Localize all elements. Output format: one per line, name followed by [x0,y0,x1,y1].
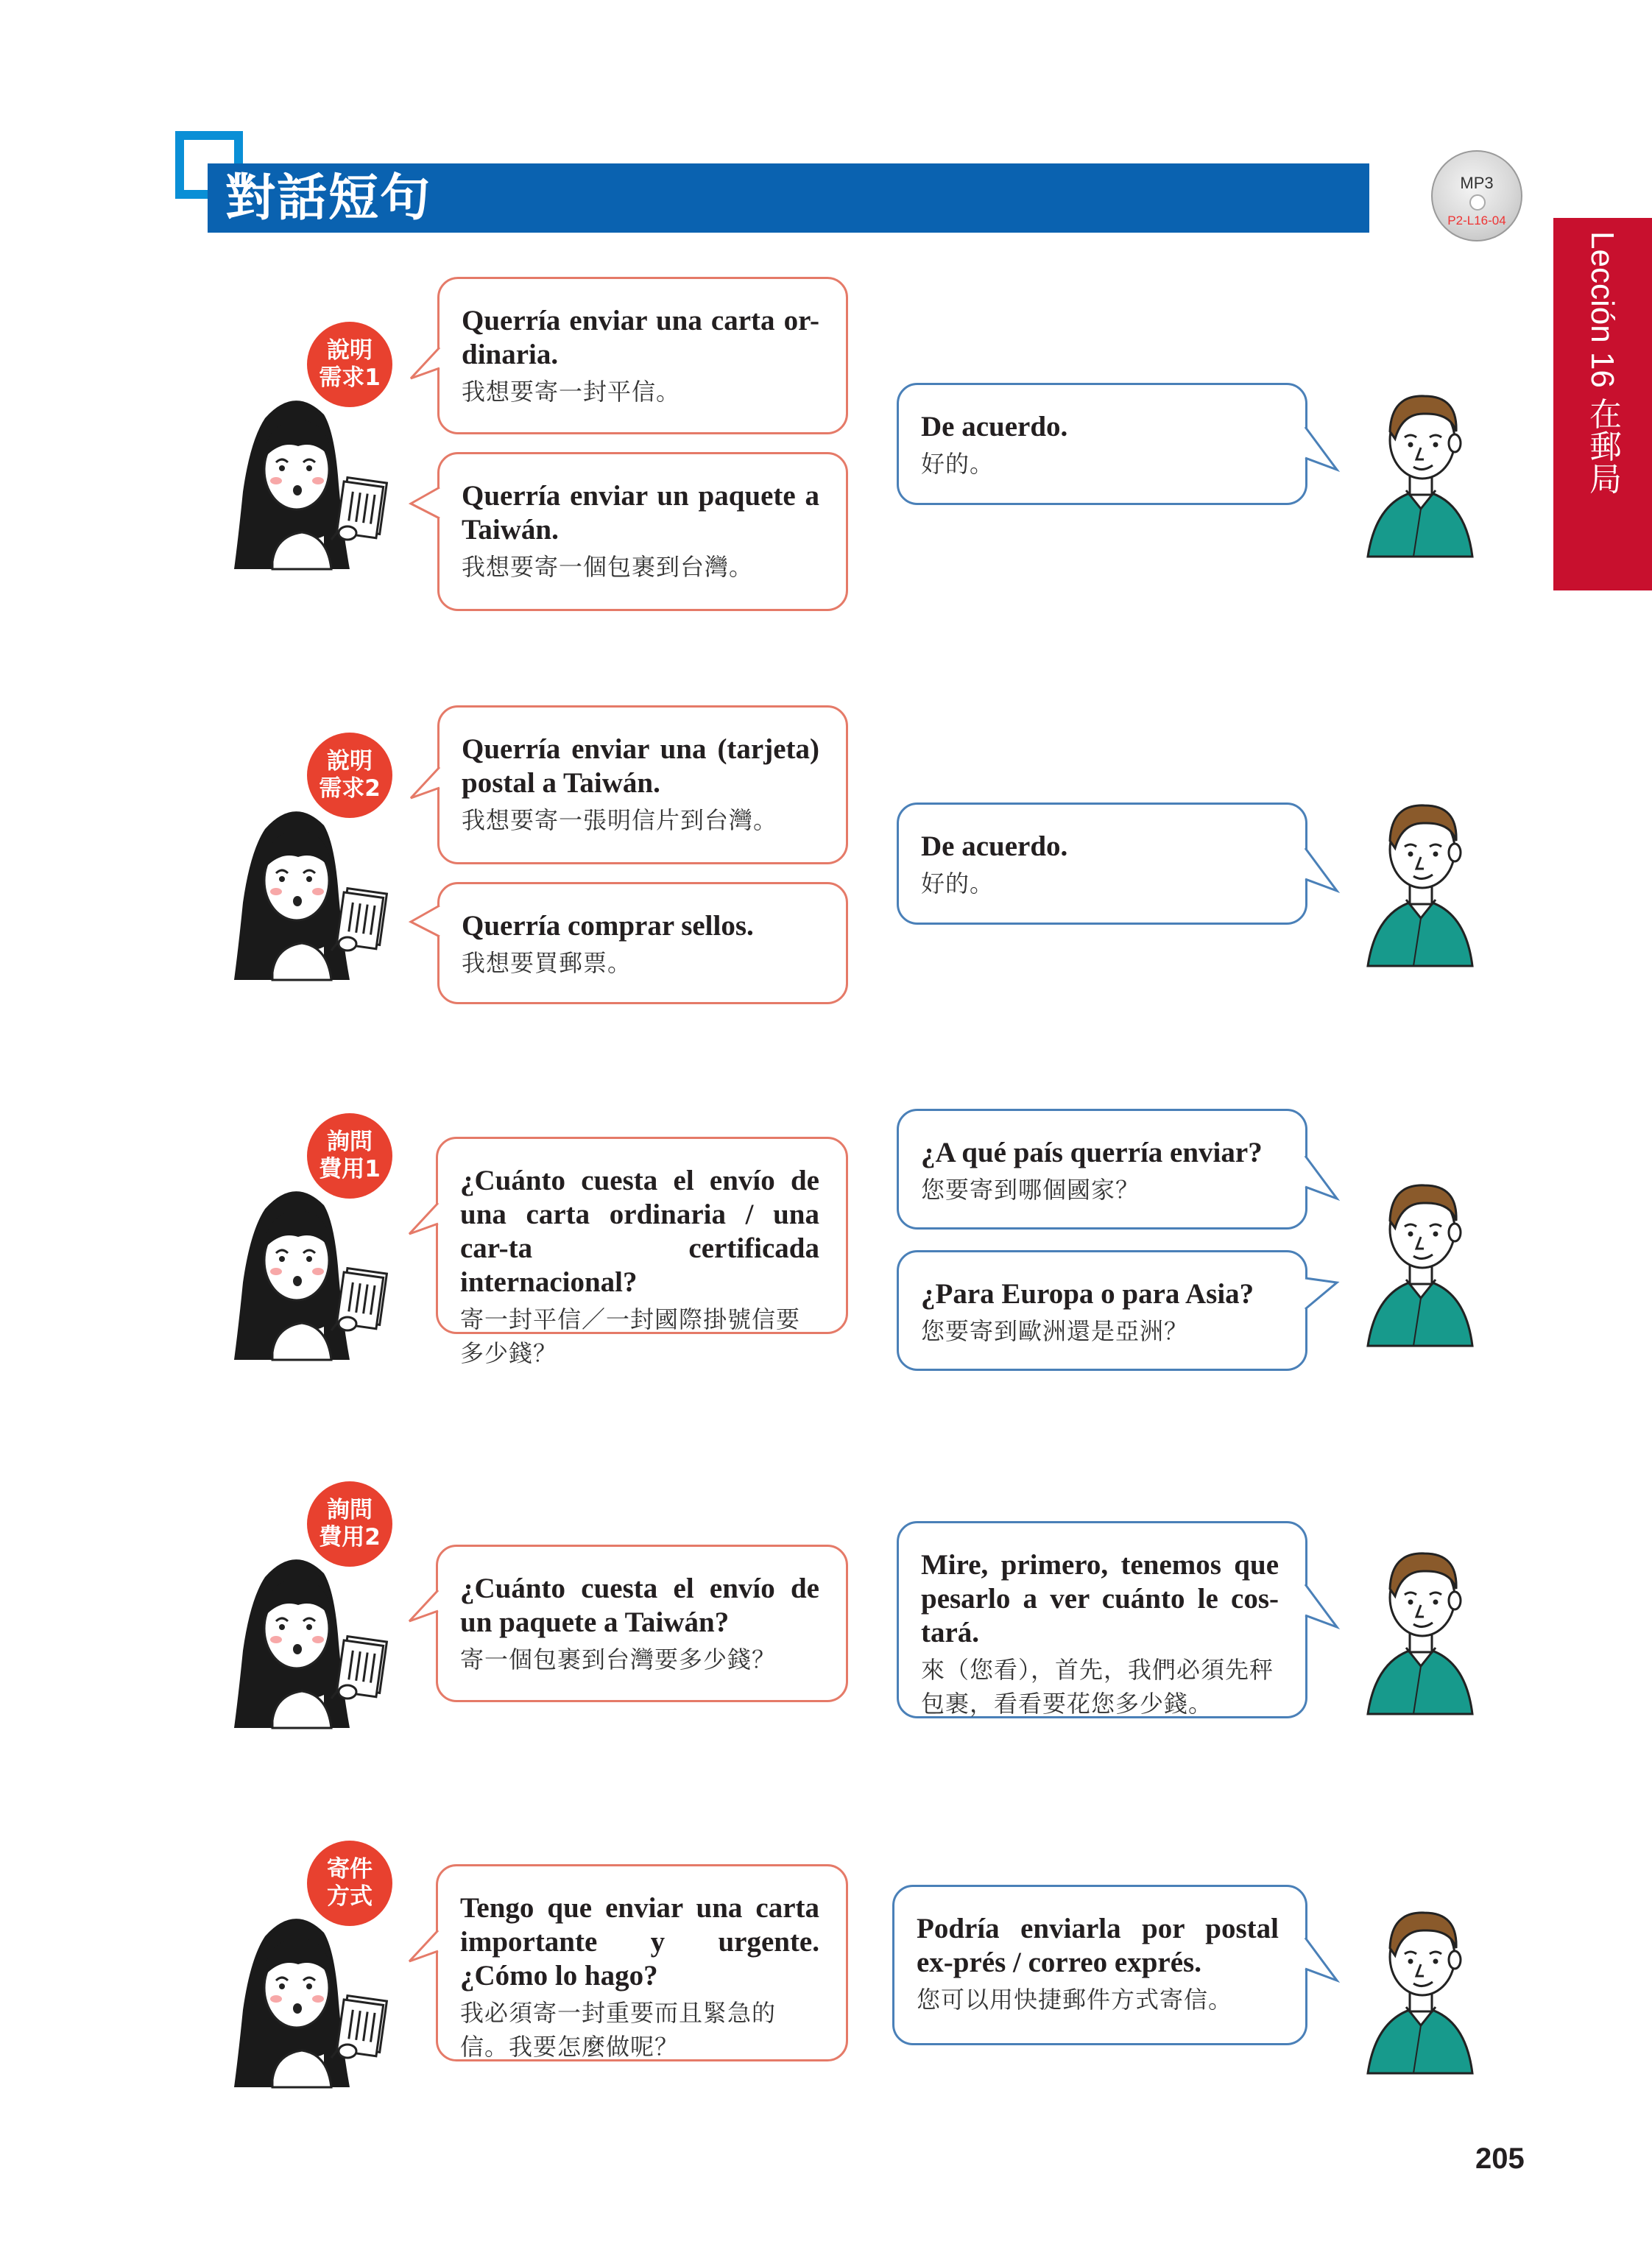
speech-bubble-clerk [897,383,1307,505]
bubble-tail [1303,1154,1340,1202]
man-figure-icon [1362,1537,1480,1724]
chinese-line: 寄一封平信／一封國際掛號信要多少錢？ [460,1305,801,1367]
chinese-line: 好的。 [921,870,995,897]
speech-bubble-clerk [892,1885,1307,2045]
bubble-tail [408,1929,440,1966]
bubble-tail [408,1202,440,1238]
badge-line-2: 需求1 [319,364,381,391]
chinese-line: 我想要寄一個包裹到台灣。 [462,553,754,581]
bubble-tail [409,904,442,941]
chinese-line: 您要寄到歐洲還是亞洲？ [921,1317,1189,1345]
bubble-tail [1303,1277,1340,1313]
bubble-tail [1303,426,1340,473]
chinese-line: 好的。 [921,450,995,478]
chinese-line: 您可以用快捷郵件方式寄信。 [917,1986,1233,2014]
man-figure-icon [1362,380,1480,567]
spanish-line: ¿A qué país querría enviar? [921,1137,1263,1168]
spanish-line: ¿Cuánto cuesta el envío de un paquete a Taiwán? [460,1573,819,1638]
spanish-line: Tengo que enviar una carta importante y urgente. ¿Cómo lo hago? [460,1892,819,1992]
woman-figure-icon [221,800,398,987]
speech-bubble-woman [436,1545,848,1702]
chinese-line: 我想要寄一張明信片到台灣。 [462,806,778,834]
woman-figure-icon [221,1548,398,1735]
speech-bubble-clerk [897,1109,1307,1230]
speech-bubble-woman [437,882,848,1004]
bubble-tail [409,346,442,383]
speech-bubble-woman [437,277,848,434]
speech-bubble-clerk [897,803,1307,925]
badge-line-1: 說明 [327,748,373,775]
chinese-line: 我想要寄一封平信。 [462,378,681,406]
chinese-line: 來（您看），首先，我們必須先秤包裹，看看要花您多少錢。 [921,1656,1274,1718]
woman-figure-icon [221,1179,398,1366]
spanish-line: De acuerdo. [921,830,1068,862]
disc-hole [1469,194,1486,211]
bubble-tail [409,766,442,803]
badge-line-1: 詢問 [327,1497,373,1523]
spanish-line: ¿Cuánto cuesta el envío de una carta ordinaria / una car-ta certificada internacional? [460,1165,819,1298]
mp3-label: MP3 [1460,174,1494,192]
man-figure-icon [1362,1169,1480,1356]
man-figure-icon [1362,789,1480,976]
bubble-tail [408,1589,440,1626]
badge-line-1: 寄件 [327,1856,373,1883]
lesson-side-tab [1553,218,1652,590]
chinese-line: 寄一個包裹到台灣要多少錢？ [460,1646,777,1673]
chinese-line: 我必須寄一封重要而且緊急的信。我要怎麼做呢？ [460,1999,777,2061]
spanish-line: Querría enviar una (tarjeta) postal a Taiwán. [462,733,819,799]
badge-line-2: 需求2 [319,775,381,802]
spanish-line: Podría enviarla por postal ex-prés / correo exprés. [917,1913,1279,1978]
spanish-line: Querría comprar sellos. [462,910,754,942]
speech-bubble-woman [437,452,848,611]
spanish-line: De acuerdo. [921,411,1068,442]
lesson-side-tab-label: Lección 16 在郵局 [1584,231,1620,495]
speech-bubble-woman [437,705,848,864]
bubble-tail [409,486,442,523]
badge-line-1: 詢問 [327,1129,373,1155]
chinese-line: 我想要買郵票。 [462,949,632,977]
badge-line-2: 方式 [327,1883,373,1910]
speech-bubble-woman [436,1137,848,1367]
bubble-tail [1303,1583,1340,1630]
speech-bubble-clerk [897,1250,1307,1371]
spanish-line: Querría enviar una carta or-dinaria. [462,305,819,370]
badge-line-2: 費用1 [319,1156,381,1182]
bubble-tail [1303,1936,1340,1983]
badge-line-1: 說明 [327,337,373,364]
man-figure-icon [1362,1897,1480,2084]
speech-bubble-clerk [897,1521,1307,1718]
woman-figure-icon [221,1907,398,2094]
spanish-line: ¿Para Europa o para Asia? [921,1278,1254,1310]
badge-line-2: 費用2 [319,1524,381,1551]
section-title: 對話短句 [225,169,432,227]
mp3-disc-icon[interactable] [1431,150,1522,241]
speech-bubble-woman [436,1864,848,2061]
woman-figure-icon [221,389,398,576]
mp3-track-code: P2-L16-04 [1447,214,1506,227]
bubble-tail [1303,847,1340,894]
chinese-line: 您要寄到哪個國家？ [921,1176,1140,1204]
spanish-line: Querría enviar un paquete a Taiwán. [462,480,819,546]
spanish-line: Mire, primero, tenemos que pesarlo a ver cuánto le cos-tará. [921,1549,1279,1648]
page-number: 205 [1475,2142,1525,2175]
